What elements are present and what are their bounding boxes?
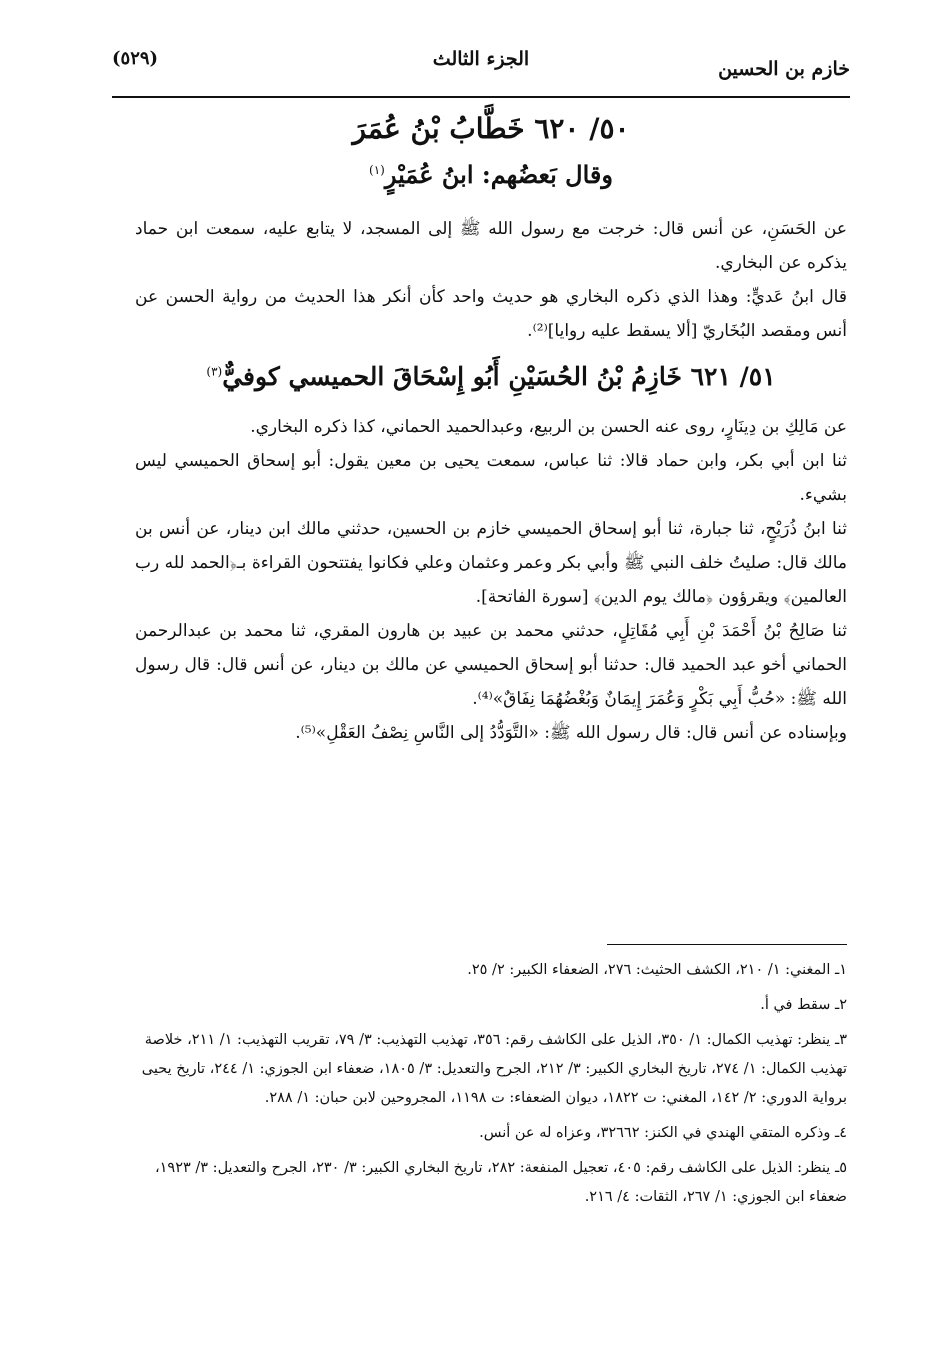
header-rule (112, 96, 850, 98)
entry2-paragraph: ثنا ابن أبي بكر، وابن حماد قالا: ثنا عباس، سمعت يحيى بن معين يقول: أبو إسحاق الحميسي ليس بشيء. (135, 451, 847, 505)
header-page-number: (٥٢٩) (112, 48, 159, 69)
entry1-paragraph: عن الحَسَنِ، عن أنس قال: خرجت مع رسول الله ﷺ إلى المسجد، لا يتابع عليه، سمعت ابن حماد يذكره عن البخاري. (135, 219, 847, 273)
footnote: ٣ـ ينظر: تهذيب الكمال: ١/ ٣٥٠، الذيل على الكاشف رقم: ٣٥٦، تهذيب التهذيب: ٣/ ٧٩، تقريب التهذيب: ١/ ٢١١، خلاصة تهذيب الكمال: ١/ ٢٧٤، تاريخ البخاري الكبير: ٣/ ٢١٢، الجرح والتعديل: ٣/ ١٨٠٥، ضعفاء ابن الجوزي: ١/ ٢٤٤، تاريخ يحيى برواية الدوري: ٢/ ١٤٢، المغني: ت ١٨٢٢، ديوان الضعفاء: ت ١١٩٨، المجروحين لابن حبان: ١/ ٢٨٨. (141, 1032, 847, 1106)
footnote: ١ـ المغني: ١/ ٢١٠، الكشف الحثيث: ٢٧٦، الضعفاء الكبير: ٢/ ٢٥. (467, 962, 847, 978)
footnote: ٤ـ وذكره المتقي الهندي في الكنز: ٣٢٦٦٢، وعزاه له عن أنس. (479, 1125, 847, 1141)
footnote: ٥ـ ينظر: الذيل على الكاشف رقم: ٤٠٥، تعجيل المنفعة: ٢٨٢، تاريخ البخاري الكبير: ٣/ ٢٣٠، الجرح والتعديل: ٣/ ١٩٢٣، ضعفاء ابن الجوزي: ١/ ٢٦٧، الثقات: ٤/ ٢١٦. (154, 1160, 847, 1205)
entry2-paragraph: ثنا ابنُ ذُرَيْحٍ، ثنا جبارة، ثنا أبو إسحاق الحميسي خازم بن الحسين، حدثني مالك ابن دينار، عن أنس بن مالك قال: صليتُ خلف النبي ﷺ وأبي بكر وعمر وعثمان وعلي فكانوا يفتتحون القراءة بـ﴿الحمد لله رب العالمين﴾ ويقرؤون ﴿مالك يوم الدين﴾ [سورة الفاتحة]. (135, 519, 847, 607)
entry2-paragraph: ثنا صَالِحُ بْنُ أَحْمَدَ بْنِ أَبِي مُقَاتِلٍ، حدثني محمد بن عبيد بن هارون المقري، ثنا محمد بن عبدالرحمن الحماني أخو عبد الحميد قال: حدثنا أبو إسحاق الحميسي عن مالك بن دينار، عن أنس قال: قال رسول الله ﷺ: «حُبُّ أَبِي بَكْرٍ وَعُمَرَ إِيمَانٌ وَبُغْضُهُمَا نِفَاقٌ»⁽⁴⁾. (135, 621, 847, 709)
entry2-paragraph: عن مَالِكِ بن دِينَارٍ، روى عنه الحسن بن الربيع، وعبدالحميد الحماني، كذا ذكره البخاري. (250, 417, 847, 437)
entry1-subtitle (135, 160, 847, 189)
entry1-subtitle-footnote-ref: (١) (369, 163, 385, 177)
entry1-paragraph: قال ابنُ عَديٍّ: وهذا الذي ذكره البخاري هو حديث واحد كأن أنكر هذا الحديث من رواية الحسن عن أنس ومقصد البُخَاريّ [ألا يسقط عليه روايا]⁽²⁾. (135, 287, 847, 341)
entry1-subtitle-text: وقال بَعضُهم: ابنُ عُمَيْرٍ (384, 160, 613, 189)
footnote: ٢ـ سقط في أ. (760, 997, 847, 1013)
header-volume: الجزء الثالث (432, 48, 530, 70)
footnotes-rule (607, 944, 847, 945)
entry2-title-text: ٥١/ ٦٢١ خَازِمُ بْنُ الحُسَيْنِ أَبُو إِسْحَاقَ الحميسي كوفيٌّ (222, 362, 776, 391)
entry1-title-text: ٥٠/ ٦٢٠ خَطَّابُ بْنُ عُمَرَ (352, 112, 630, 145)
running-header (112, 40, 850, 96)
entry1-title (135, 112, 847, 145)
entry1-body (135, 212, 847, 348)
header-section-title: خازم بن الحسين (718, 58, 850, 80)
entry2-paragraph: وبإسناده عن أنس قال: قال رسول الله ﷺ: «التَّوَدُّدُ إلى النَّاسِ نِصْفُ العَقْلِ»⁽⁵⁾. (295, 723, 847, 743)
entry2-title (135, 362, 847, 391)
entry2-title-footnote-ref: (٣) (206, 364, 223, 379)
entry2-body (135, 410, 847, 750)
footnotes (135, 956, 847, 1218)
